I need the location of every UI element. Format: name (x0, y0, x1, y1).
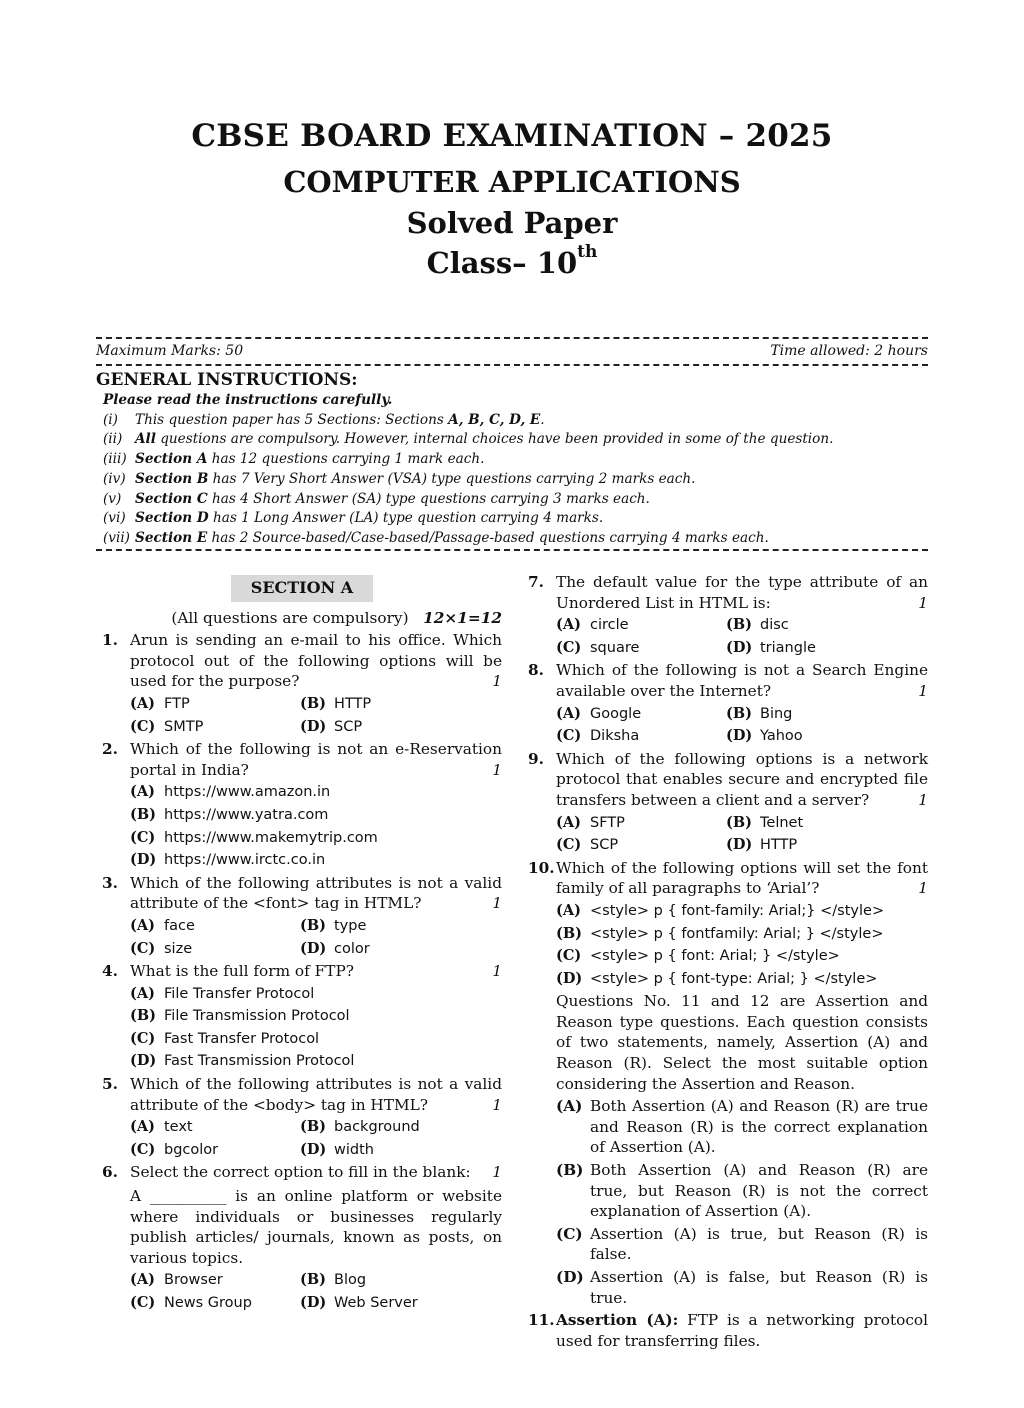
right-column (528, 570, 928, 1351)
question-4: 4. What is the full form of FTP? 1 (A) File Transfer Protocol (B) File Transmission Protocol (C) Fast Transfer Protocol (D) Fast Transmission Protocol (102, 961, 502, 1072)
assertion-reason-options (556, 1096, 928, 1308)
marks-badge: 1 (918, 879, 928, 898)
marks-badge: 1 (492, 894, 502, 913)
options (130, 782, 502, 870)
instruction-item: (v) Section C has 4 Short Answer (SA) type questions carrying 3 marks each. (103, 490, 650, 507)
option-item: (B) HTTP (300, 694, 372, 712)
instructions-subtitle: Please read the instructions carefully. (103, 392, 393, 408)
option-item: (A) circle (556, 616, 629, 634)
question-10: 10. Which of the following options will set the font family of all paragraphs to ‘Arial’? 1 (A) <style> p { font-family: Arial;} </style> (B) <style> p { fontfamily: Arial; } </style> (C) <style> p { font: Arial; } </style> (D) <style> p { font-type: Arial; } </style> (528, 858, 928, 990)
option-item: (B) disc (726, 616, 789, 634)
divider-mid (96, 364, 928, 366)
option-item: (D) HTTP (726, 836, 798, 854)
options (130, 984, 502, 1072)
instruction-item: (vii) Section E has 2 Source-based/Case-based/Passage-based questions carrying 4 marks each. (103, 529, 769, 546)
section-a-note: (All questions are compulsory) 12×1=12 (171, 608, 502, 627)
instructions-block (103, 391, 933, 549)
option-item: (A) https://www.amazon.in (130, 783, 331, 801)
options (556, 813, 928, 856)
marks-badge: 1 (492, 962, 502, 981)
option-item: (A) face (130, 916, 195, 934)
marks-time-row (96, 343, 928, 359)
marks-badge: 1 (918, 593, 928, 612)
option-item: (B) https://www.yatra.com (130, 805, 329, 823)
option-item: (C) News Group (130, 1294, 252, 1311)
option-item: (C) SCP (556, 836, 619, 854)
question-5: 5. Which of the following attributes is not a valid attribute of the <body> tag in HTML? 1 (A) text (B) background (C) bgcolor (D) width (102, 1074, 502, 1160)
assertion-reason-intro: Questions No. 11 and 12 are Assertion and Reason type questions. Each question consists of two statements, namely, Assertion (A) and Reason (R). Select the most suitable option considering the Assertion and Reason. (556, 992, 928, 1093)
question-11: 11. Assertion (A): FTP is a networking protocol used for transferring files. (528, 1311, 928, 1350)
option-item: (D) <style> p { font-type: Arial; } </style> (556, 969, 878, 987)
divider-bottom (96, 549, 928, 551)
option-item: (D) triangle (726, 638, 816, 656)
option-item: (A) File Transfer Protocol (130, 984, 315, 1002)
instruction-item: (ii) All questions are compulsory. However, internal choices have been provided in some of the question. (103, 431, 834, 448)
option-item: (D) width (300, 1140, 374, 1158)
question-8: 8. Which of the following is not a Search Engine available over the Internet? 1 (A) Google (B) Bing (C) Diksha (D) Yahoo (528, 660, 928, 746)
option-item: (B) Telnet (726, 813, 804, 831)
marks-badge: 1 (492, 760, 502, 779)
option-item: (D) https://www.irctc.co.in (130, 851, 326, 869)
option-item: (B) <style> p { fontfamily: Arial; } </style> (556, 924, 884, 942)
divider-top (96, 337, 928, 339)
option-item: (D) Fast Transmission Protocol (130, 1052, 355, 1070)
option-item: (C) bgcolor (130, 1140, 219, 1158)
option-item: (B) Bing (726, 704, 793, 722)
question-7: 7. The default value for the type attribute of an Unordered List in HTML is: 1 (A) circle (B) disc (C) square (D) triangle (528, 572, 928, 658)
max-marks: Maximum Marks: 50 (96, 343, 244, 359)
options (130, 1117, 502, 1160)
marks-badge: 1 (918, 790, 928, 809)
general-instructions-heading: GENERAL INSTRUCTIONS: (96, 370, 358, 390)
paper-type: Solved Paper (406, 206, 618, 240)
instruction-item: (i) This question paper has 5 Sections: Sections A, B, C, D, E. (103, 411, 545, 428)
marks-badge: 1 (918, 681, 928, 700)
option-item: (C) <style> p { font: Arial; } </style> (556, 947, 840, 965)
option-item: (C) Fast Transfer Protocol (130, 1029, 320, 1047)
ar-option: (D) Assertion (A) is false, but Reason (R) is true. (556, 1268, 928, 1307)
option-item: (C) SMTP (130, 717, 204, 735)
question-1: 1. Arun is sending an e-mail to his office. Which protocol out of the following options will be used for the purpose? 1 (A) FTP (B) HTTP (C) SMTP (D) SCP (102, 630, 502, 737)
options (556, 615, 928, 658)
question-9: 9. Which of the following options is a network protocol that enables secure and encrypted file transfers between a client and a server? 1 (A) SFTP (B) Telnet (C) SCP (D) HTTP (528, 749, 928, 856)
instruction-item: (iii) Section A has 12 questions carrying 1 mark each. (103, 451, 485, 468)
marks-badge: 1 (492, 1163, 502, 1182)
option-item: (A) FTP (130, 694, 190, 712)
option-item: (B) type (300, 916, 367, 934)
option-item: (B) File Transmission Protocol (130, 1007, 350, 1025)
instruction-item: (iv) Section B has 7 Very Short Answer (VSA) type questions carrying 2 marks each. (103, 470, 696, 487)
option-item: (D) Web Server (300, 1294, 418, 1311)
subject-title: COMPUTER APPLICATIONS (283, 165, 741, 199)
question-3: 3. Which of the following attributes is not a valid attribute of the <font> tag in HTML? 1 (A) face (B) type (C) size (D) color (102, 873, 502, 959)
option-item: (D) color (300, 939, 370, 957)
options (556, 704, 928, 747)
option-item: (C) Diksha (556, 727, 640, 745)
option-item: (A) Google (556, 704, 642, 722)
options (130, 916, 502, 959)
option-item: (C) square (556, 638, 640, 656)
section-a-label: SECTION A (231, 575, 373, 602)
left-column (102, 575, 502, 1314)
option-item: (A) text (130, 1118, 193, 1136)
option-item: (A) Browser (130, 1271, 223, 1289)
question-2: 2. Which of the following is not an e-Reservation portal in India? 1 (A) https://www.amazon.in (B) https://www.yatra.com (C) https://www.makemytrip.com (D) https://www.irctc.co.in (102, 739, 502, 871)
option-item: (C) size (130, 939, 193, 957)
option-item: (A) <style> p { font-family: Arial;} </style> (556, 901, 885, 919)
time-allowed: Time allowed: 2 hours (770, 343, 928, 359)
ar-option: (C) Assertion (A) is true, but Reason (R) is false. (556, 1224, 928, 1264)
options (130, 1270, 502, 1313)
options (556, 901, 928, 989)
option-item: (B) Blog (300, 1271, 367, 1289)
paper-title: CBSE BOARD EXAMINATION – 2025 (191, 118, 833, 154)
ar-option: (A) Both Assertion (A) and Reason (R) are true and Reason (R) is the correct explanation of Assertion (A). (556, 1097, 928, 1157)
instruction-item: (vi) Section D has 1 Long Answer (LA) type question carrying 4 marks. (103, 510, 604, 527)
option-item: (D) Yahoo (726, 727, 803, 745)
ar-option: (B) Both Assertion (A) and Reason (R) are true, but Reason (R) is not the correct explanation of Assertion (A). (556, 1161, 928, 1221)
option-item: (C) https://www.makemytrip.com (130, 828, 378, 846)
options (130, 694, 502, 737)
option-item: (B) background (300, 1118, 420, 1136)
option-item: (A) SFTP (556, 813, 625, 831)
class-title: Class– 10th (426, 242, 598, 280)
marks-badge: 1 (492, 672, 502, 691)
option-item: (D) SCP (300, 717, 363, 735)
question-6: 6. Select the correct option to fill in the blank: 1 A __________ is an online platform or website where individuals or businesses regularly publish articles/ journals, known as posts, on various topics. (A) Browser (B) Blog (C) News Group (D) Web Server (102, 1162, 502, 1313)
marks-badge: 1 (492, 1095, 502, 1114)
